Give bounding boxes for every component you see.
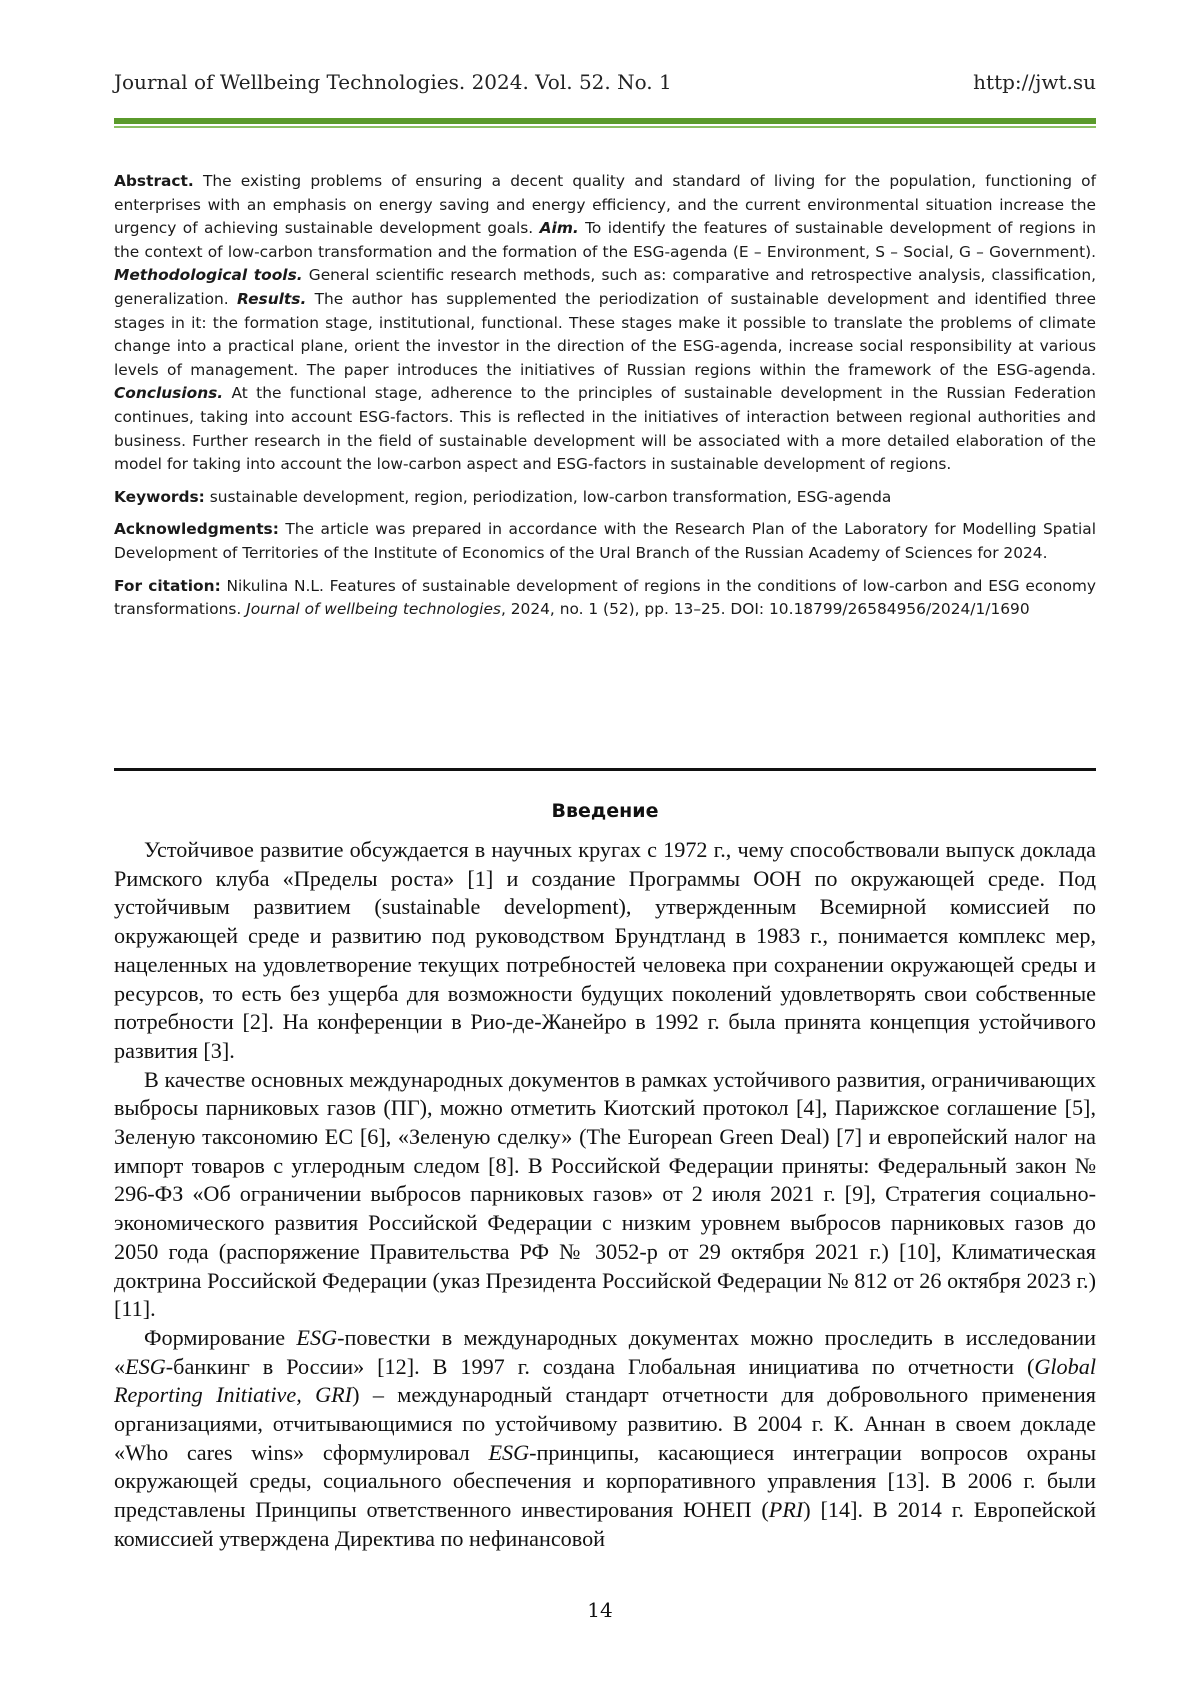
section-divider [114,768,1096,771]
conclusions-label: Conclusions. [114,384,224,403]
gri-term: Global Reporting Initiative, GRI [114,1353,1096,1408]
journal-title: Journal of Wellbeing Technologies. 2024. Vol. 52. No. 1 [114,70,672,94]
header-rule-secondary [114,126,1096,128]
acknowledgments-paragraph [114,518,1096,565]
running-header [114,70,1096,110]
methods-text: General scientific research methods, such as: comparative and retrospective analysis, classification, generalization. [114,266,1096,308]
abstract-paragraph [114,170,1096,477]
keywords-text: sustainable development, region, periodization, low-carbon transformation, ESG-agenda [204,487,892,506]
pri-term: PRI [768,1497,804,1523]
citation-details[interactable]: , 2024, no. 1 (52), pp. 13–25. DOI: 10.18799/26584956/2024/1/1690 [500,600,1030,619]
journal-url[interactable]: http://jwt.su [973,70,1096,94]
abstract-label: Abstract. [114,172,194,190]
results-label: Results. [237,289,307,308]
body-paragraph: В качестве основных международных документов в рамках устойчивого развития, ограничивающих выбросы парниковых газов (ПГ), можно отметить Киотский протокол [4], Парижское соглашение [5], Зеленую таксономию ЕС [6], «Зеленую сделку» (The European Green Deal) [7] и европейский налог на импорт товаров с углеродным следом [8]. В Российской Федерации приняты: Федеральный закон № 296-ФЗ «Об ограничении выбросов парниковых газов» от 2 июля 2021 г. [9], Стратегия социально-экономического развития Российской Федерации с низким уровнем выбросов парниковых газов до 2050 года (распоряжение Правительства РФ № 3052-р от 29 октября 2021 г.) [10], Климатическая доктрина Российской Федерации (указ Президента Российской Федерации № 812 от 26 октября 2023 г.) [11]. [114,1066,1096,1322]
esg-term: ESG [488,1439,530,1465]
header-rule [114,118,1096,124]
conclusions-text: At the functional stage, adherence to the principles of sustainable development in the Russian Federation continues, taking into account ESG-factors. This is reflected in the initiatives of interaction between regional authorities and business. Further research in the field of sustainable development will be associated with a more detailed elaboration of the model for taking into account the low-carbon aspect and ESG-factors in sustainable development of regions. [114,384,1096,474]
citation-paragraph [114,575,1096,622]
acknowledgments-text: The article was prepared in accordance with the Research Plan of the Laboratory for Modelling Spatial Development of Territories of the Institute of Economics of the Ural Branch of the Russian Academy of Sciences for 2024. [114,520,1096,562]
citation-journal: Journal of wellbeing technologies [246,600,501,619]
esg-term: ESG [296,1324,338,1350]
abstract-block [114,170,1096,631]
aim-label: Aim. [539,219,579,238]
abstract-text: The existing problems of ensuring a decent quality and standard of living for the population, functioning of enterprises with an emphasis on energy saving and energy efficiency, and the current environmental situation increase the urgency of achieving sustainable development goals. [114,172,1096,238]
esg-term: ESG [125,1353,166,1379]
methods-label: Methodological tools. [114,266,303,285]
citation-text: Nikulina N.L. Features of sustainable development of regions in the conditions of low-carbon and ESG economy transformations. [114,576,1096,619]
section-title: Введение [551,800,659,822]
acknowledgments-label: Acknowledgments: [114,520,279,539]
body-paragraph: Формирование ESG-повестки в международных документах можно проследить в исследовании «ESG-банкинг в России» [12]. В 1997 г. создана Глобальная инициатива по отчетности (Global Reporting Initiative, GRI) – международный стандарт отчетности для добровольного применения организациями, отчитывающимися по устойчивому развитию. В 2004 г. К. Аннан в своем докладе «Who cares wins» сформулировал ESG-принципы, касающиеся интеграции вопросов охраны окружающей среды, социального обеспечения и корпоративного управления [13]. В 2006 г. были представлены Принципы ответственного инвестирования ЮНЕП (PRI) [14]. В 2014 г. Европейской комиссией утверждена Директива по нефинансовой [114,1324,1097,1551]
aim-text: To identify the features of sustainable development of regions in the context of low-carbon transformation and the formation of the ESG-agenda (E – Environment, S – Social, G – Government). [114,219,1097,261]
keywords-label: Keywords: [114,487,205,506]
results-text: The author has supplemented the periodization of sustainable development and identified three stages in it: the formation stage, institutional, functional. These stages make it possible to translate the problems of climate change into a practical plane, orient the investor in the direction of the ESG-agenda, increase social responsibility at various levels of management. The paper introduces the initiatives of Russian regions within the framework of the ESG-agenda. [114,289,1096,379]
body-paragraph: Устойчивое развитие обсуждается в научных кругах с 1972 г., чему способствовали выпуск доклада Римского клуба «Пределы роста» [1] и создание Программы ООН по окружающей среде. Под устойчивым развитием (sustainable development), утвержденным Всемирной комиссией по окружающей среде и развитию под руководством Брундтланд в 1983 г., понимается комплекс мер, нацеленных на удовлетворение текущих потребностей человека при сохранении окружающей среды и ресурсов, то есть без ущерба для возможности будущих поколений удовлетворять свои собственные потребности [2]. На конференции в Рио-де-Жанейро в 1992 г. была принята концепция устойчивого развития [3]. [114,837,1096,1063]
body-text [114,836,1096,1554]
citation-label: For citation: [114,576,221,595]
page-number: 14 [587,1598,613,1622]
keywords-paragraph [114,486,1096,510]
